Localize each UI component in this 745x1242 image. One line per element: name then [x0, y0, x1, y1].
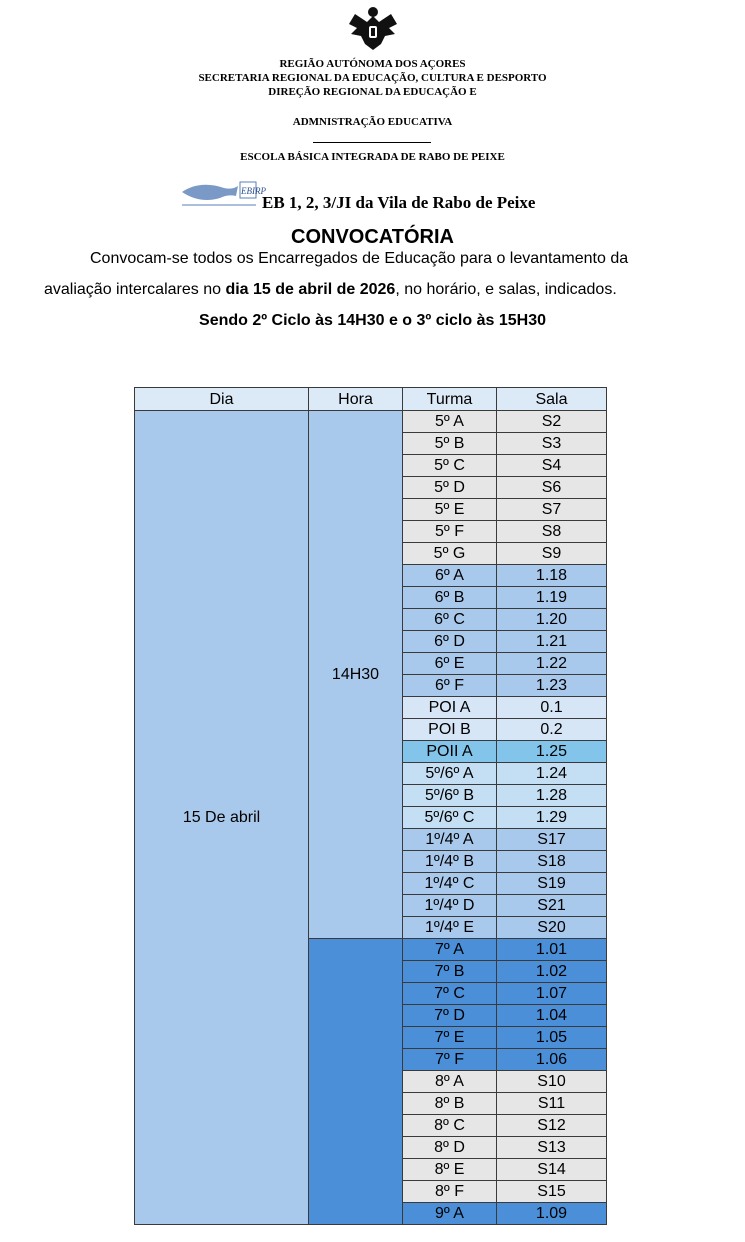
turma-cell: 5º D [403, 477, 497, 499]
header-divider [313, 142, 431, 143]
meeting-date: dia 15 de abril de 2026 [225, 281, 396, 298]
turma-cell: 7º B [403, 961, 497, 983]
sala-cell: 1.18 [497, 565, 607, 587]
header-secretariat: SECRETARIA REGIONAL DA EDUCAÇÃO, CULTURA E DESPORTO [198, 72, 547, 84]
page-title: CONVOCATÓRIA [291, 226, 454, 248]
sala-cell: 1.28 [497, 785, 607, 807]
sala-cell: S11 [497, 1093, 607, 1115]
sala-cell: 1.07 [497, 983, 607, 1005]
turma-cell: 7º C [403, 983, 497, 1005]
turma-cell: 6º D [403, 631, 497, 653]
intro-line-2 [44, 281, 617, 299]
regional-crest-icon [345, 4, 401, 54]
turma-cell: 6º B [403, 587, 497, 609]
turma-cell: 5º F [403, 521, 497, 543]
turma-cell: 8º F [403, 1181, 497, 1203]
turma-cell: 8º C [403, 1115, 497, 1137]
turma-cell: 6º C [403, 609, 497, 631]
turma-cell: 5º/6º B [403, 785, 497, 807]
header-turma: Turma [403, 388, 497, 411]
sala-cell: 1.09 [497, 1203, 607, 1225]
intro-line-2b: , no horário, e salas, indicados. [395, 281, 617, 298]
header-sala: Sala [497, 388, 607, 411]
schedule-table [134, 387, 607, 1225]
sala-cell: 1.21 [497, 631, 607, 653]
turma-cell: 5º B [403, 433, 497, 455]
table-body [135, 411, 607, 1225]
sala-cell: 1.24 [497, 763, 607, 785]
turma-cell: 1º/4º C [403, 873, 497, 895]
turma-cell: 7º F [403, 1049, 497, 1071]
sala-cell: 0.2 [497, 719, 607, 741]
hora-cell-second [309, 939, 403, 1225]
sala-cell: S10 [497, 1071, 607, 1093]
table-header-row [135, 388, 607, 411]
school-line: EB 1, 2, 3/JI da Vila de Rabo de Peixe [262, 193, 536, 212]
hora-cell-first: 14H30 [309, 411, 403, 939]
header-administration: ADMNISTRAÇÃO EDUCATIVA [292, 116, 453, 128]
sala-cell: S8 [497, 521, 607, 543]
intro-line-1: Convocam-se todos os Encarregados de Educação para o levantamento da [90, 250, 629, 267]
sala-cell: 1.05 [497, 1027, 607, 1049]
turma-cell: 8º B [403, 1093, 497, 1115]
header-direction: DIREÇÃO REGIONAL DA EDUCAÇÃO E [268, 86, 477, 98]
sala-cell: S2 [497, 411, 607, 433]
header-region: REGIÃO AUTÓNOMA DOS AÇORES [279, 58, 466, 70]
school-logo-icon [180, 178, 266, 210]
turma-cell: 8º D [403, 1137, 497, 1159]
sala-cell: S4 [497, 455, 607, 477]
intro-line-2a: avaliação intercalares no [44, 281, 226, 298]
sala-cell: S18 [497, 851, 607, 873]
sala-cell: S15 [497, 1181, 607, 1203]
turma-cell: 6º E [403, 653, 497, 675]
sala-cell: S3 [497, 433, 607, 455]
sala-cell: S17 [497, 829, 607, 851]
turma-cell: 6º F [403, 675, 497, 697]
turma-cell: 8º A [403, 1071, 497, 1093]
sala-cell: 1.04 [497, 1005, 607, 1027]
sala-cell: 1.20 [497, 609, 607, 631]
turma-cell: 5º A [403, 411, 497, 433]
sala-cell: S6 [497, 477, 607, 499]
cycle-schedule: Sendo 2º Ciclo às 14H30 e o 3º ciclo às 15H30 [199, 312, 546, 329]
header-hora: Hora [309, 388, 403, 411]
turma-cell: 1º/4º E [403, 917, 497, 939]
sala-cell: S7 [497, 499, 607, 521]
turma-cell: 7º D [403, 1005, 497, 1027]
turma-cell: 7º A [403, 939, 497, 961]
dia-cell: 15 De abril [135, 411, 309, 1225]
turma-cell: 9º A [403, 1203, 497, 1225]
turma-cell: 6º A [403, 565, 497, 587]
sala-cell: S19 [497, 873, 607, 895]
sala-cell: S12 [497, 1115, 607, 1137]
sala-cell: 1.29 [497, 807, 607, 829]
sala-cell: 0.1 [497, 697, 607, 719]
turma-cell: 5º/6º A [403, 763, 497, 785]
sala-cell: 1.22 [497, 653, 607, 675]
turma-cell: 1º/4º D [403, 895, 497, 917]
turma-cell: 1º/4º A [403, 829, 497, 851]
turma-cell: 8º E [403, 1159, 497, 1181]
turma-cell: POII A [403, 741, 497, 763]
turma-cell: 5º C [403, 455, 497, 477]
logo-letters: EBIRP [241, 186, 266, 196]
sala-cell: S21 [497, 895, 607, 917]
turma-cell: 1º/4º B [403, 851, 497, 873]
sala-cell: S9 [497, 543, 607, 565]
header-school-name: ESCOLA BÁSICA INTEGRADA DE RABO DE PEIXE [240, 151, 505, 163]
turma-cell: POI B [403, 719, 497, 741]
turma-cell: 5º G [403, 543, 497, 565]
turma-cell: 5º/6º C [403, 807, 497, 829]
sala-cell: 1.01 [497, 939, 607, 961]
sala-cell: 1.06 [497, 1049, 607, 1071]
sala-cell: 1.25 [497, 741, 607, 763]
sala-cell: 1.02 [497, 961, 607, 983]
turma-cell: 5º E [403, 499, 497, 521]
header-dia: Dia [135, 388, 309, 411]
sala-cell: 1.19 [497, 587, 607, 609]
sala-cell: S13 [497, 1137, 607, 1159]
sala-cell: 1.23 [497, 675, 607, 697]
turma-cell: POI A [403, 697, 497, 719]
table-row [135, 411, 607, 433]
sala-cell: S14 [497, 1159, 607, 1181]
sala-cell: S20 [497, 917, 607, 939]
turma-cell: 7º E [403, 1027, 497, 1049]
